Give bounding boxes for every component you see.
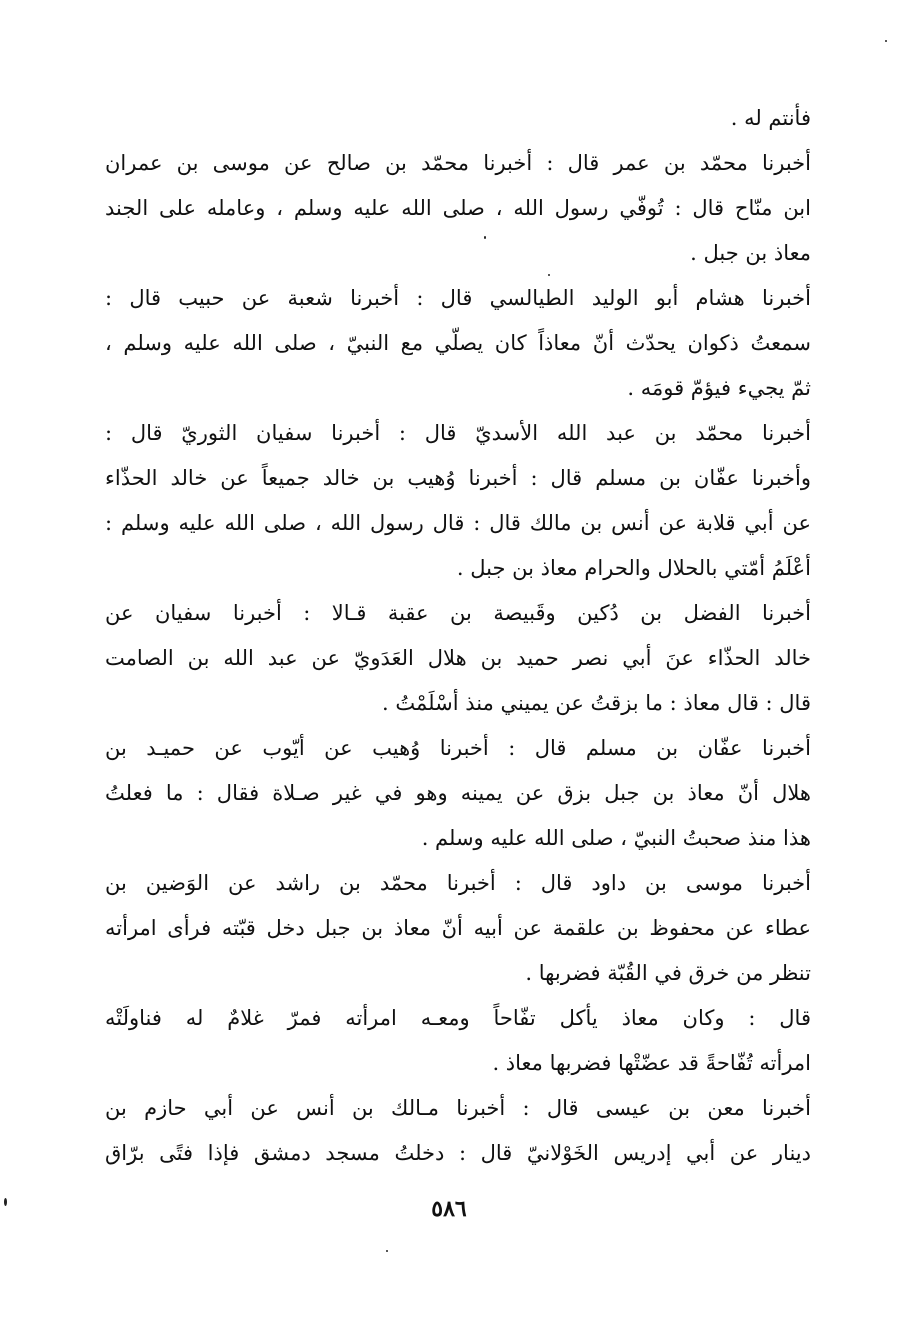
text-line: ثمّ يجيء فيؤمّ قومَه . xyxy=(627,376,811,400)
scan-speck xyxy=(885,40,887,42)
text-line: خالد الحذّاء عنَ أبي نصر حميد بن هلال العَدَويّ عن عبد الله بن الصامت xyxy=(105,646,811,670)
text-line: سمعتُ ذكوان يحدّث أنّ معاذاً كان يصلّي مع النبيّ ، صلى الله عليه وسلم ، xyxy=(105,331,811,355)
text-line: أخبرنا محمّد بن عبد الله الأسديّ قال : أخبرنا سفيان الثوريّ قال : xyxy=(105,421,811,445)
scan-speck xyxy=(386,1250,388,1252)
page-text xyxy=(105,96,811,1176)
text-line: معاذ بن جبل . xyxy=(690,241,811,265)
text-line: عن أبي قلابة عن أنس بن مالك قال : قال رسول الله ، صلى الله عليه وسلم : xyxy=(105,511,811,535)
text-line: أخبرنا عفّان بن مسلم قال : أخبرنا وُهيب عن أيّوب عن حميـد بن xyxy=(105,736,811,760)
text-line: عطاء عن محفوظ بن علقمة عن أبيه أنّ معاذ بن جبل دخل قبّته فرأى امرأته xyxy=(105,916,811,940)
text-line: دينار عن أبي إدريس الخَوْلانيّ قال : دخلتُ مسجد دمشق فإذا فتًى برّاق xyxy=(105,1141,811,1165)
text-line: هلال أنّ معاذ بن جبل بزق عن يمينه وهو في غير صـلاة فقال : ما فعلتُ xyxy=(105,781,811,805)
text-line: ابن منّاح قال : تُوفّي رسول الله ، صلى الله عليه وسلم ، وعامله على الجند xyxy=(105,196,811,220)
scan-speck xyxy=(548,274,550,276)
text-line: أخبرنا معن بن عيسى قال : أخبرنا مـالك بن أنس عن أبي حازم بن xyxy=(105,1096,811,1120)
text-line: أخبرنا الفضل بن دُكين وقَبيصة بن عقبة قـالا : أخبرنا سفيان عن xyxy=(105,601,811,625)
scan-speck xyxy=(484,236,486,239)
text-line: فأنتم له . xyxy=(730,106,811,130)
scan-speck xyxy=(4,1198,7,1206)
text-line: أخبرنا هشام أبو الوليد الطيالسي قال : أخبرنا شعبة عن حبيب قال : xyxy=(105,286,811,310)
text-line: أخبرنا موسى بن داود قال : أخبرنا محمّد بن راشد عن الوَضين بن xyxy=(105,871,811,895)
text-line: تنظر من خرق في القُبّة فضربها . xyxy=(525,961,811,985)
page-number: ٥٨٦ xyxy=(431,1196,467,1222)
text-line: قال : قال معاذ : ما بزقتُ عن يميني منذ أسْلَمْتُ . xyxy=(382,691,811,715)
text-line: أعْلَمُ أمّتي بالحلال والحرام معاذ بن جبل . xyxy=(456,556,811,580)
text-line: وأخبرنا عفّان بن مسلم قال : أخبرنا وُهيب بن خالد جميعاً عن خالد الحذّاء xyxy=(105,466,811,490)
text-line: قال : وكان معاذ يأكل تفّاحاً ومعـه امرأته فمرّ غلامٌ له فناولَتْه xyxy=(105,1006,811,1030)
text-line: أخبرنا محمّد بن عمر قال : أخبرنا محمّد بن صالح عن موسى بن عمران xyxy=(105,151,811,175)
text-line: امرأته تُفّاحةً قد عضّتْها فضربها معاذ . xyxy=(492,1051,811,1075)
text-line: هذا منذ صحبتُ النبيّ ، صلى الله عليه وسلم . xyxy=(421,826,811,850)
